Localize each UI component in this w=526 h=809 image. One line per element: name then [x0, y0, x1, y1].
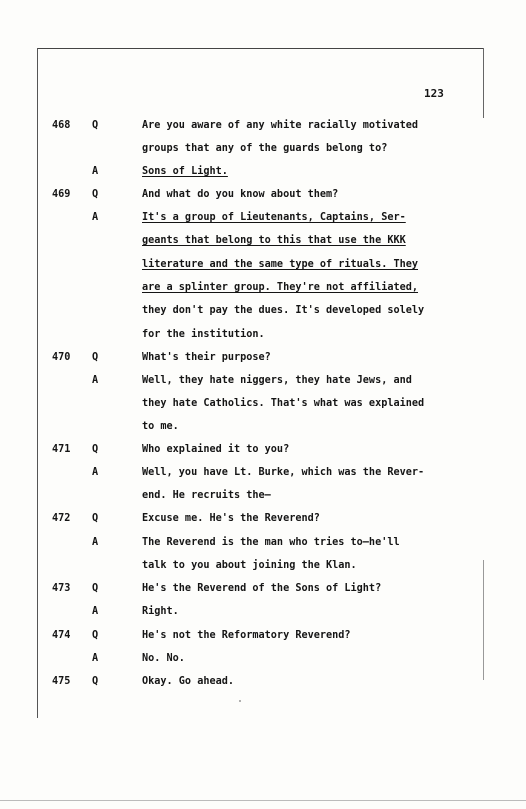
speck: [239, 700, 241, 702]
testimony-text: Well, they hate niggers, they hate Jews, and: [142, 375, 412, 386]
transcript-line: [0, 352, 526, 368]
testimony-text: end. He recruits the—: [142, 490, 271, 501]
transcript-line: [0, 583, 526, 599]
testimony-text: Okay. Go ahead.: [142, 676, 235, 687]
top-border-line: [37, 48, 483, 49]
testimony-text: Excuse me. He's the Reverend?: [142, 513, 320, 524]
page-number: 123: [424, 87, 444, 100]
question-number: 469: [52, 189, 71, 200]
transcript-line: [0, 212, 526, 228]
question-number: 473: [52, 583, 71, 594]
testimony-text: Well, you have Lt. Burke, which was the Rever-: [142, 467, 425, 478]
testimony-text: groups that any of the guards belong to?: [142, 143, 388, 154]
transcript-line: [0, 329, 526, 345]
question-number: 470: [52, 352, 71, 363]
testimony-text: He's the Reverend of the Sons of Light?: [142, 583, 382, 594]
testimony-text: The Reverend is the man who tries to—he'll: [142, 537, 400, 548]
speaker-marker: Q: [92, 444, 99, 455]
testimony-text: talk to you about joining the Klan.: [142, 560, 357, 571]
speaker-marker: A: [92, 375, 99, 386]
transcript-line: [0, 259, 526, 275]
testimony-text: geants that belong to this that use the KKK: [142, 235, 406, 246]
speaker-marker: Q: [92, 189, 99, 200]
question-number: 472: [52, 513, 71, 524]
transcript-line: [0, 375, 526, 391]
testimony-text: What's their purpose?: [142, 352, 271, 363]
testimony-text: Sons of Light.: [142, 166, 228, 177]
testimony-text: No. No.: [142, 653, 185, 664]
transcript-line: [0, 143, 526, 159]
transcript-line: [0, 421, 526, 437]
transcript-line: [0, 653, 526, 669]
speaker-marker: A: [92, 653, 99, 664]
transcript-line: [0, 676, 526, 692]
question-number: 468: [52, 120, 71, 131]
testimony-text: Are you aware of any white racially motivated: [142, 120, 419, 131]
speaker-marker: A: [92, 166, 99, 177]
testimony-text: they don't pay the dues. It's developed solely: [142, 305, 425, 316]
speaker-marker: Q: [92, 120, 99, 131]
testimony-text: are a splinter group. They're not affiliated,: [142, 282, 419, 293]
transcript-line: [0, 282, 526, 298]
testimony-text: for the institution.: [142, 329, 265, 340]
testimony-text: It's a group of Lieutenants, Captains, Ser-: [142, 212, 406, 223]
transcript-line: [0, 537, 526, 553]
testimony-text: to me.: [142, 421, 179, 432]
right-margin-line: [483, 48, 484, 118]
speaker-marker: A: [92, 537, 99, 548]
transcript-line: [0, 235, 526, 251]
testimony-text: they hate Catholics. That's what was explained: [142, 398, 425, 409]
speaker-marker: A: [92, 212, 99, 223]
transcript-line: [0, 189, 526, 205]
speaker-marker: Q: [92, 630, 99, 641]
transcript-line: [0, 398, 526, 414]
testimony-text: Who explained it to you?: [142, 444, 290, 455]
transcript-line: [0, 467, 526, 483]
question-number: 471: [52, 444, 71, 455]
transcript-line: [0, 606, 526, 622]
testimony-text: Right.: [142, 606, 179, 617]
question-number: 474: [52, 630, 71, 641]
speaker-marker: A: [92, 467, 99, 478]
transcript-line: [0, 120, 526, 136]
speaker-marker: Q: [92, 583, 99, 594]
transcript-line: [0, 444, 526, 460]
transcript-line: [0, 630, 526, 646]
speaker-marker: Q: [92, 676, 99, 687]
testimony-text: He's not the Reformatory Reverend?: [142, 630, 351, 641]
transcript-line: [0, 513, 526, 529]
question-number: 475: [52, 676, 71, 687]
transcript-line: [0, 490, 526, 506]
testimony-text: And what do you know about them?: [142, 189, 339, 200]
transcript-line: [0, 166, 526, 182]
transcript-line: [0, 560, 526, 576]
bottom-edge-line: [0, 800, 526, 801]
speaker-marker: A: [92, 606, 99, 617]
speaker-marker: Q: [92, 352, 99, 363]
testimony-text: literature and the same type of rituals. They: [142, 259, 419, 270]
speaker-marker: Q: [92, 513, 99, 524]
transcript-line: [0, 305, 526, 321]
